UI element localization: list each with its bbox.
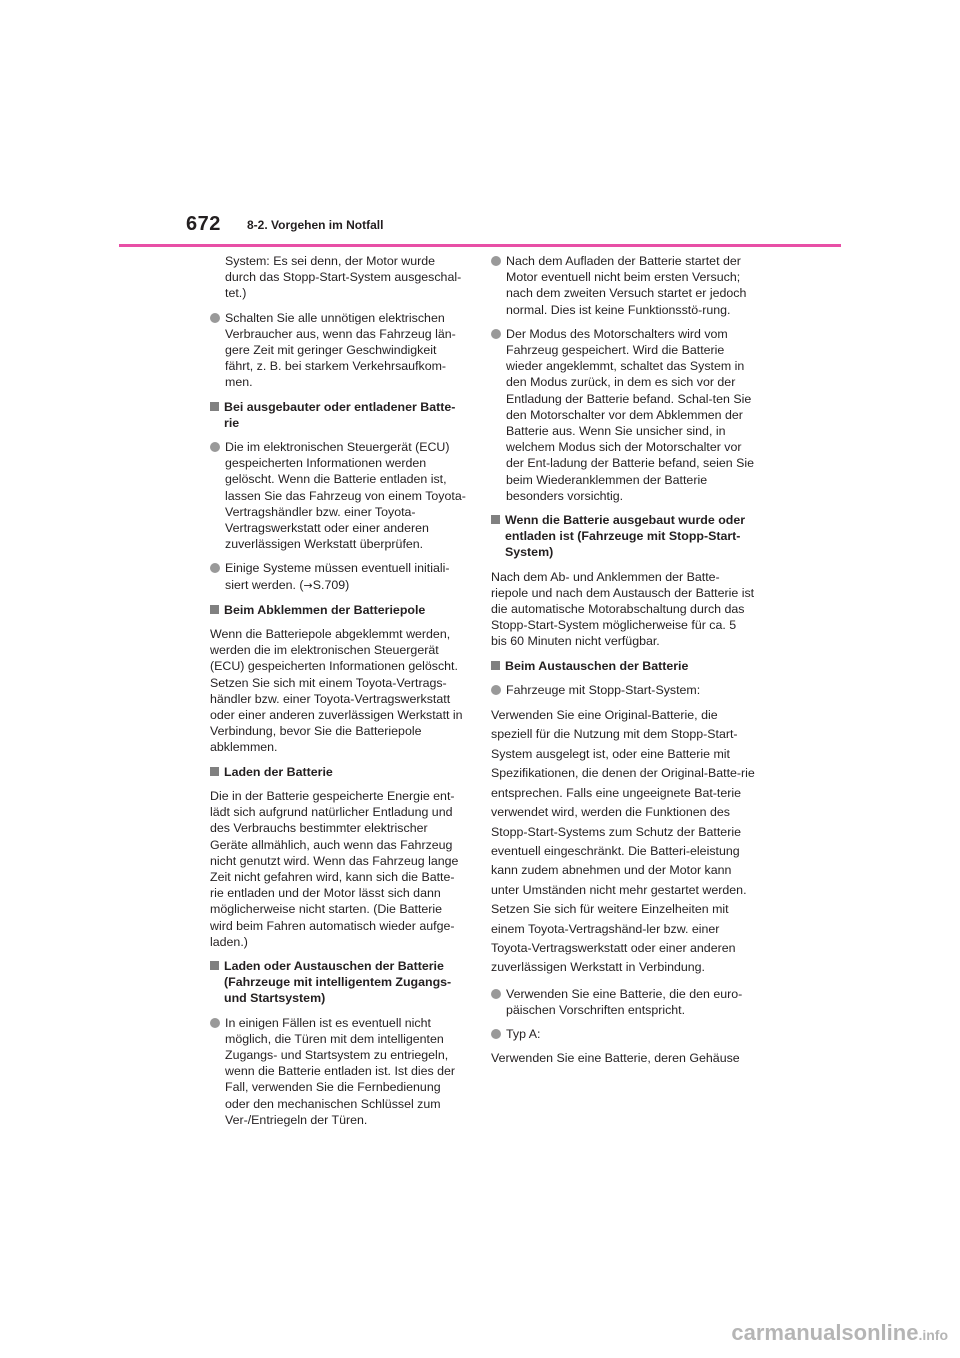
bullet-dot-icon [491,256,501,266]
bullet-dot-icon [491,989,501,999]
paragraph: Verwenden Sie eine Original-Batterie, die speziell für die Nutzung mit dem Stopp-Start-System ausgelegt ist, oder eine Batterie mit Spezifikationen, die denen der Original-Batte-rie entsprechen. Falls eine ungeeignete Bat-terie verwendet wird, werden die Funktionen des Stopp-Start-Systems zum Schutz der Batterie eventuell eingeschränkt. Die Batteri-eleistung kann zudem abnehmen und der Motor kann unter Umständen nicht mehr gestartet werden. Setzen Sie sich für weitere Einzelheiten mit einem Toyota-Vertragshänd-ler bzw. einer Toyota-Vertragswerkstatt oder einer anderen zuverlässigen Werkstatt in Verbindung. [491,708,755,975]
paragraph: Wenn die Batteriepole abgeklemmt werden, werden die im elektronischen Steuergerät (ECU) gespeicherten Informationen gelöscht. Setzen Sie sich mit einem Toyota-Vertrags-händler bzw. einer Toyota-Vertragswerkstatt oder einer anderen zuverlässigen Werkstatt in Verbindung, bevor Sie die Batteriepole abklemmen. [210,627,463,755]
bullet-text: Schalten Sie alle unnötigen elektrischen Verbraucher aus, wenn das Fahrzeug län-gere Zeit mit geringer Geschwindigkeit fährt, z. B. bei starkem Verkehrsaufkom-men. [225,310,456,390]
heading-square-icon [491,515,500,524]
paragraph: System: Es sei denn, der Motor wurde durch das Stopp-Start-System ausgeschal-tet.) [225,254,462,301]
heading-text: Laden oder Austauschen der Batterie (Fahrzeuge mit intelligentem Zugangs- und Startsystem) [224,958,452,1006]
bullet-text: Einige Systeme müssen eventuell initiali-siert werden. ( [225,561,450,592]
page-number: 672 [186,213,221,235]
subsection-heading [491,658,755,674]
heading-square-icon [210,605,219,614]
bullet-dot-icon [210,563,220,573]
subsection-heading [210,602,468,618]
heading-text: Wenn die Batterie ausgebaut wurde oder entladen ist (Fahrzeuge mit Stopp-Start-System) [505,513,746,560]
watermark-suffix: .info [918,1327,948,1343]
bullet-dot-icon [491,329,501,339]
subsection-heading [210,764,468,780]
heading-text: Laden der Batterie [224,764,333,779]
bullet-item [210,1015,468,1128]
bullet-dot-icon [491,1029,501,1039]
bullet-dot-icon [210,1018,220,1028]
bullet-item [491,682,755,698]
paragraph: Verwenden Sie eine Batterie, deren Gehäuse [491,1051,740,1066]
bullet-dot-icon [210,442,220,452]
section-title: 8-2. Vorgehen im Notfall [247,218,384,232]
bullet-item [210,310,468,391]
watermark [731,1320,948,1346]
subsection-heading [210,399,468,431]
reference-arrow-icon: → [303,578,313,592]
heading-text: Beim Austauschen der Batterie [505,658,689,673]
subsection-heading [210,958,468,1007]
bullet-item [210,560,468,593]
bullet-dot-icon [491,685,501,695]
bullet-text: Fahrzeuge mit Stopp-Start-System: [506,682,701,697]
bullet-dot-icon [210,313,220,323]
heading-square-icon [210,961,219,970]
bullet-item [491,253,755,318]
bullet-item [491,1026,755,1042]
subsection-heading [491,512,755,561]
watermark-main: carmanualsonline [731,1320,919,1345]
bullet-item [491,326,755,504]
heading-square-icon [210,402,219,411]
bullet-text: Die im elektronischen Steuergerät (ECU) gespeicherten Informationen werden gelöscht. Wenn die Batterie entladen ist, lassen Sie das Fahrzeug von einem Toyota-Vertragshändler bzw. einer Toyota-Vertragswerkstatt oder einer anderen zuverlässigen Werkstatt überprüfen. [225,440,466,552]
heading-text: Bei ausgebauter oder entladener Batte-rie [224,399,456,430]
bullet-text: Verwenden Sie eine Batterie, die den euro-päischen Vorschriften entspricht. [506,986,743,1017]
heading-square-icon [210,767,219,776]
paragraph: Nach dem Ab- und Anklemmen der Batte-riepole und nach dem Austausch der Batterie ist die automatische Motorabschaltung durch das Stopp-Start-System möglicherweise für ca. 5 bis 60 Minuten nicht verfügbar. [491,569,755,649]
bullet-text: Typ A: [506,1027,541,1042]
bullet-text: Nach dem Aufladen der Batterie startet der Motor eventuell nicht beim ersten Versuch; nach dem zweiten Versuch startet er jedoch normal. Dies ist keine Funktionsstö-rung. [506,254,747,317]
bullet-item [210,439,468,552]
heading-square-icon [491,661,500,670]
bullet-text: Der Modus des Motorschalters wird vom Fahrzeug gespeichert. Wird die Batterie wieder angeklemmt, schaltet das System in den Modus zurück, in dem es sich vor der Entladung der Batterie befand. Schal-ten Sie den Motorschalter vor dem Abklemmen der Batterie aus. Wenn Sie unsicher sind, in welchem Modus sich der Motorschalter vor der Ent-ladung der Batterie befand, seien Sie beim Wiederanklemmen der Batterie besonders vorsichtig. [506,326,754,503]
right-column [491,253,755,1075]
paragraph: Die in der Batterie gespeicherte Energie ent-lädt sich aufgrund natürlicher Entladung und des Verbrauchs bestimmter elektrischer Geräte allmählich, auch wenn das Fahrzeug nicht genutzt wird. Wenn das Fahrzeug lange Zeit nicht gefahren wird, kann sich die Batte-rie entladen und der Motor lässt sich dann möglicherweise nicht starten. (Die Batterie wird beim Fahren automatisch wieder aufge-laden.) [210,788,459,949]
bullet-text: In einigen Fällen ist es eventuell nicht möglich, die Türen mit dem intelligenten Zugangs- und Startsystem zu entriegeln, wenn die Batterie entladen ist. Ist dies der Fall, verwenden Sie die Fernbedienung oder den mechanischen Schlüssel zum Ver-/Entriegeln der Türen. [225,1015,456,1127]
header-rule [119,244,841,247]
bullet-item [491,986,755,1018]
heading-text: Beim Abklemmen der Batteriepole [224,602,426,617]
page-reference: S.709) [312,577,350,592]
left-column [210,253,468,1136]
